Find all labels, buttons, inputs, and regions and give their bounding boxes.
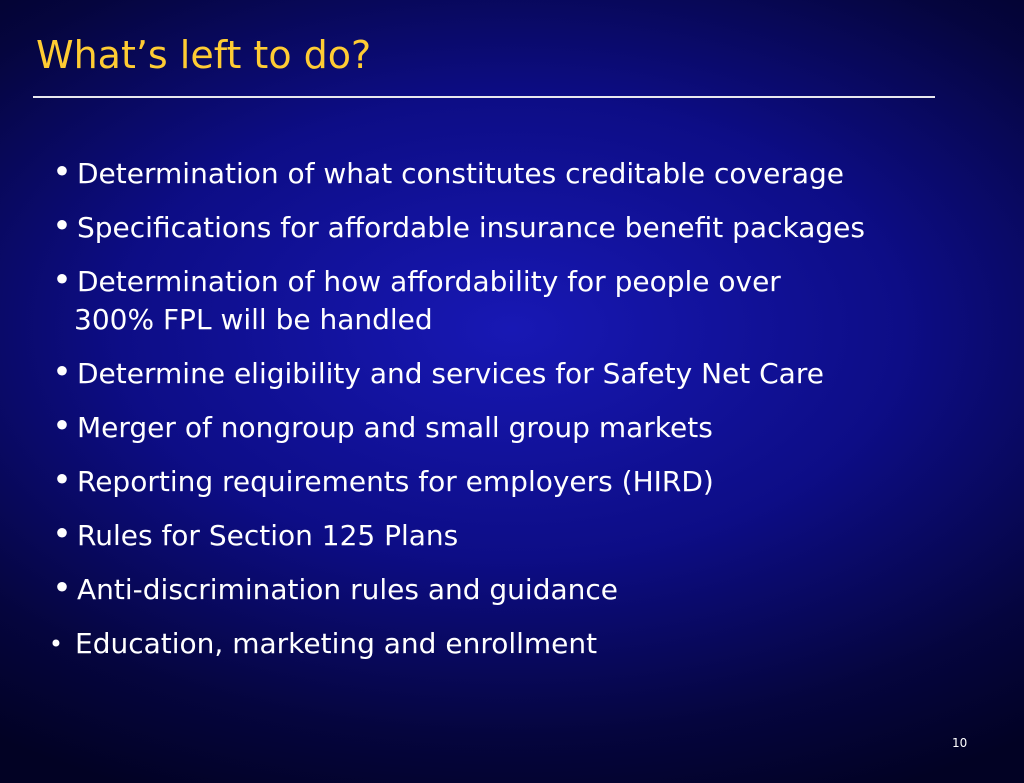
bullet-dot-icon: •	[52, 152, 72, 191]
page-number: 10	[952, 736, 968, 750]
bullet-text	[77, 463, 714, 501]
bullet-dot-icon: •	[48, 630, 64, 658]
bullet-dot-icon: •	[52, 514, 72, 553]
bullet-dot-icon: •	[52, 568, 72, 607]
bullet-text	[77, 155, 844, 193]
bullet-dot-icon: •	[52, 460, 72, 499]
bullet-text	[77, 517, 458, 555]
bullet-text	[77, 571, 618, 609]
bullet-line: Anti-discrimination rules and guidance	[77, 573, 619, 606]
bullet-line: Determination of what constitutes creditable coverage	[77, 157, 844, 190]
bullet-dot-icon: •	[52, 206, 72, 245]
bullet-text	[74, 263, 781, 339]
bullet-line: 300% FPL will be handled	[74, 303, 433, 336]
bullet-text	[77, 355, 824, 393]
bullet-line: Determination of how affordability for people over	[77, 265, 781, 298]
bullet-line: Determine eligibility and services for Safety Net Care	[77, 357, 824, 390]
bullet-text	[77, 209, 865, 247]
bullet-text	[75, 625, 597, 663]
title-divider	[33, 96, 935, 98]
bullet-line: Education, marketing and enrollment	[75, 627, 598, 660]
bullet-line: Reporting requirements for employers (HIRD)	[77, 465, 714, 498]
bullet-text	[77, 409, 713, 447]
bullet-line: Merger of nongroup and small group markets	[77, 411, 713, 444]
bullet-line: Rules for Section 125 Plans	[77, 519, 459, 552]
bullet-dot-icon: •	[52, 260, 72, 299]
bullet-dot-icon: •	[52, 406, 72, 445]
slide-title: What’s left to do?	[36, 33, 372, 77]
bullet-dot-icon: •	[52, 352, 72, 391]
bullet-line: Specifications for affordable insurance benefit packages	[77, 211, 865, 244]
